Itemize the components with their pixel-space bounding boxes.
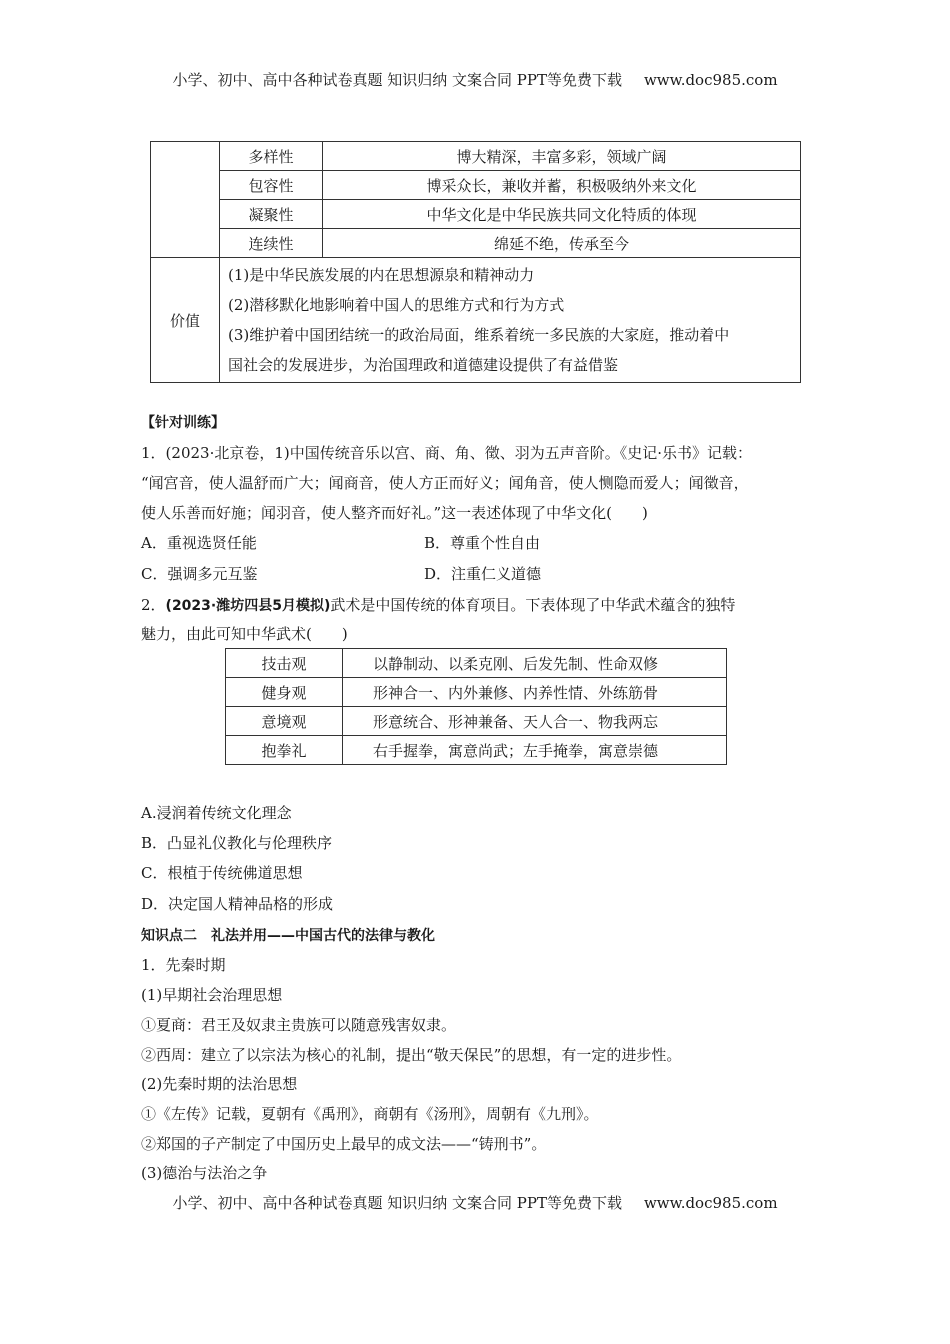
martial-arts-table xyxy=(225,648,727,765)
q2-option-a: A.浸润着传统文化理念 xyxy=(141,804,292,822)
table-row xyxy=(151,171,801,200)
table-row xyxy=(226,736,727,765)
table-row xyxy=(226,649,727,678)
section-line: ②郑国的子产制定了中国历史上最早的成文法——“铸刑书”。 xyxy=(141,1135,547,1153)
value-line: (3)维护着中国团结统一的政治局面，维系着统一多民族的大家庭，推动着中 xyxy=(228,326,730,344)
value-line: 国社会的发展进步，为治国理政和道德建设提供了有益借鉴 xyxy=(228,356,619,374)
q1-option-c: C．强调多元互鉴 xyxy=(141,565,258,583)
q1-line: 使人乐善而好施；闻羽音，使人整齐而好礼。”这一表述体现了中华文化( ) xyxy=(141,504,648,522)
q2-stem: 武术是中国传统的体育项目。下表体现了中华武术蕴含的独特 xyxy=(330,596,736,614)
q1-option-a: A．重视选贤任能 xyxy=(141,534,257,552)
martial-desc: 形意统合、形神兼备、天人合一、物我两忘 xyxy=(343,707,727,736)
q1-line: “闻宫音，使人温舒而广大；闻商音，使人方正而好义；闻角音，使人恻隐而爱人；闻徵音， xyxy=(141,474,749,492)
martial-desc: 形神合一、内外兼修、内养性情、外练筋骨 xyxy=(343,678,727,707)
section-line: ①《左传》记载，夏朝有《禹刑》，商朝有《汤刑》，周朝有《九刑》。 xyxy=(141,1105,599,1123)
footer-url: www.doc985.com xyxy=(643,1194,778,1212)
q2-line: 魅力，由此可知中华武术( ) xyxy=(141,625,348,643)
section-line: ②西周：建立了以宗法为核心的礼制，提出“敬天保民”的思想，有一定的进步性。 xyxy=(141,1046,682,1064)
q2-option-b: B．凸显礼仪教化与伦理秩序 xyxy=(141,834,333,852)
feature-name: 连续性 xyxy=(220,229,323,258)
section-line: (1)早期社会治理思想 xyxy=(141,986,283,1004)
page-header xyxy=(0,69,950,90)
section-line: 1．先秦时期 xyxy=(141,956,226,974)
martial-concept: 技击观 xyxy=(226,649,343,678)
martial-desc: 以静制动、以柔克刚、后发先制、性命双修 xyxy=(343,649,727,678)
training-title: 【针对训练】 xyxy=(141,415,225,431)
feature-desc: 博采众长，兼收并蓄，积极吸纳外来文化 xyxy=(323,171,801,200)
q1-option-d: D．注重仁义道德 xyxy=(424,565,542,583)
q2-line xyxy=(141,594,735,615)
table-cell-empty xyxy=(151,142,220,258)
q1-option-b: B．尊重个性自由 xyxy=(424,534,541,552)
section-line: ①夏商：君王及奴隶主贵族可以随意残害奴隶。 xyxy=(141,1016,457,1034)
martial-concept: 意境观 xyxy=(226,707,343,736)
table-row-value xyxy=(151,258,801,383)
value-label: 价值 xyxy=(151,258,220,383)
feature-desc: 博大精深，丰富多彩，领域广阔 xyxy=(323,142,801,171)
section-line: (2)先秦时期的法治思想 xyxy=(141,1075,298,1093)
q2-prefix: 2． xyxy=(141,596,166,614)
header-url: www.doc985.com xyxy=(643,71,778,89)
q2-option-c: C．根植于传统佛道思想 xyxy=(141,864,303,882)
header-text: 小学、初中、高中各种试卷真题 知识归纳 文案合同 PPT等免费下载 xyxy=(172,71,622,89)
q2-source: (2023·潍坊四县5月模拟) xyxy=(165,598,331,614)
value-line: (1)是中华民族发展的内在思想源泉和精神动力 xyxy=(228,266,535,284)
value-content xyxy=(220,258,801,383)
q2-option-d: D．决定国人精神品格的形成 xyxy=(141,895,334,913)
value-line: (2)潜移默化地影响着中国人的思维方式和行为方式 xyxy=(228,296,565,314)
culture-features-table xyxy=(150,141,801,383)
q1-line: 1．(2023·北京卷，1)中国传统音乐以宫、商、角、徵、羽为五声音阶。《史记·乐书》记载： xyxy=(141,444,753,462)
martial-desc: 右手握拳，寓意尚武；左手掩拳，寓意崇德 xyxy=(343,736,727,765)
martial-concept: 抱拳礼 xyxy=(226,736,343,765)
page-footer xyxy=(0,1192,950,1213)
section-line: (3)德治与法治之争 xyxy=(141,1164,268,1182)
table-row xyxy=(151,229,801,258)
table-row xyxy=(226,678,727,707)
feature-name: 凝聚性 xyxy=(220,200,323,229)
martial-concept: 健身观 xyxy=(226,678,343,707)
feature-name: 多样性 xyxy=(220,142,323,171)
footer-text: 小学、初中、高中各种试卷真题 知识归纳 文案合同 PPT等免费下载 xyxy=(172,1194,622,1212)
table-row xyxy=(226,707,727,736)
table-row xyxy=(151,142,801,171)
section-title: 知识点二 礼法并用——中国古代的法律与教化 xyxy=(141,928,435,944)
feature-desc: 中华文化是中华民族共同文化特质的体现 xyxy=(323,200,801,229)
feature-desc: 绵延不绝，传承至今 xyxy=(323,229,801,258)
feature-name: 包容性 xyxy=(220,171,323,200)
table-row xyxy=(151,200,801,229)
